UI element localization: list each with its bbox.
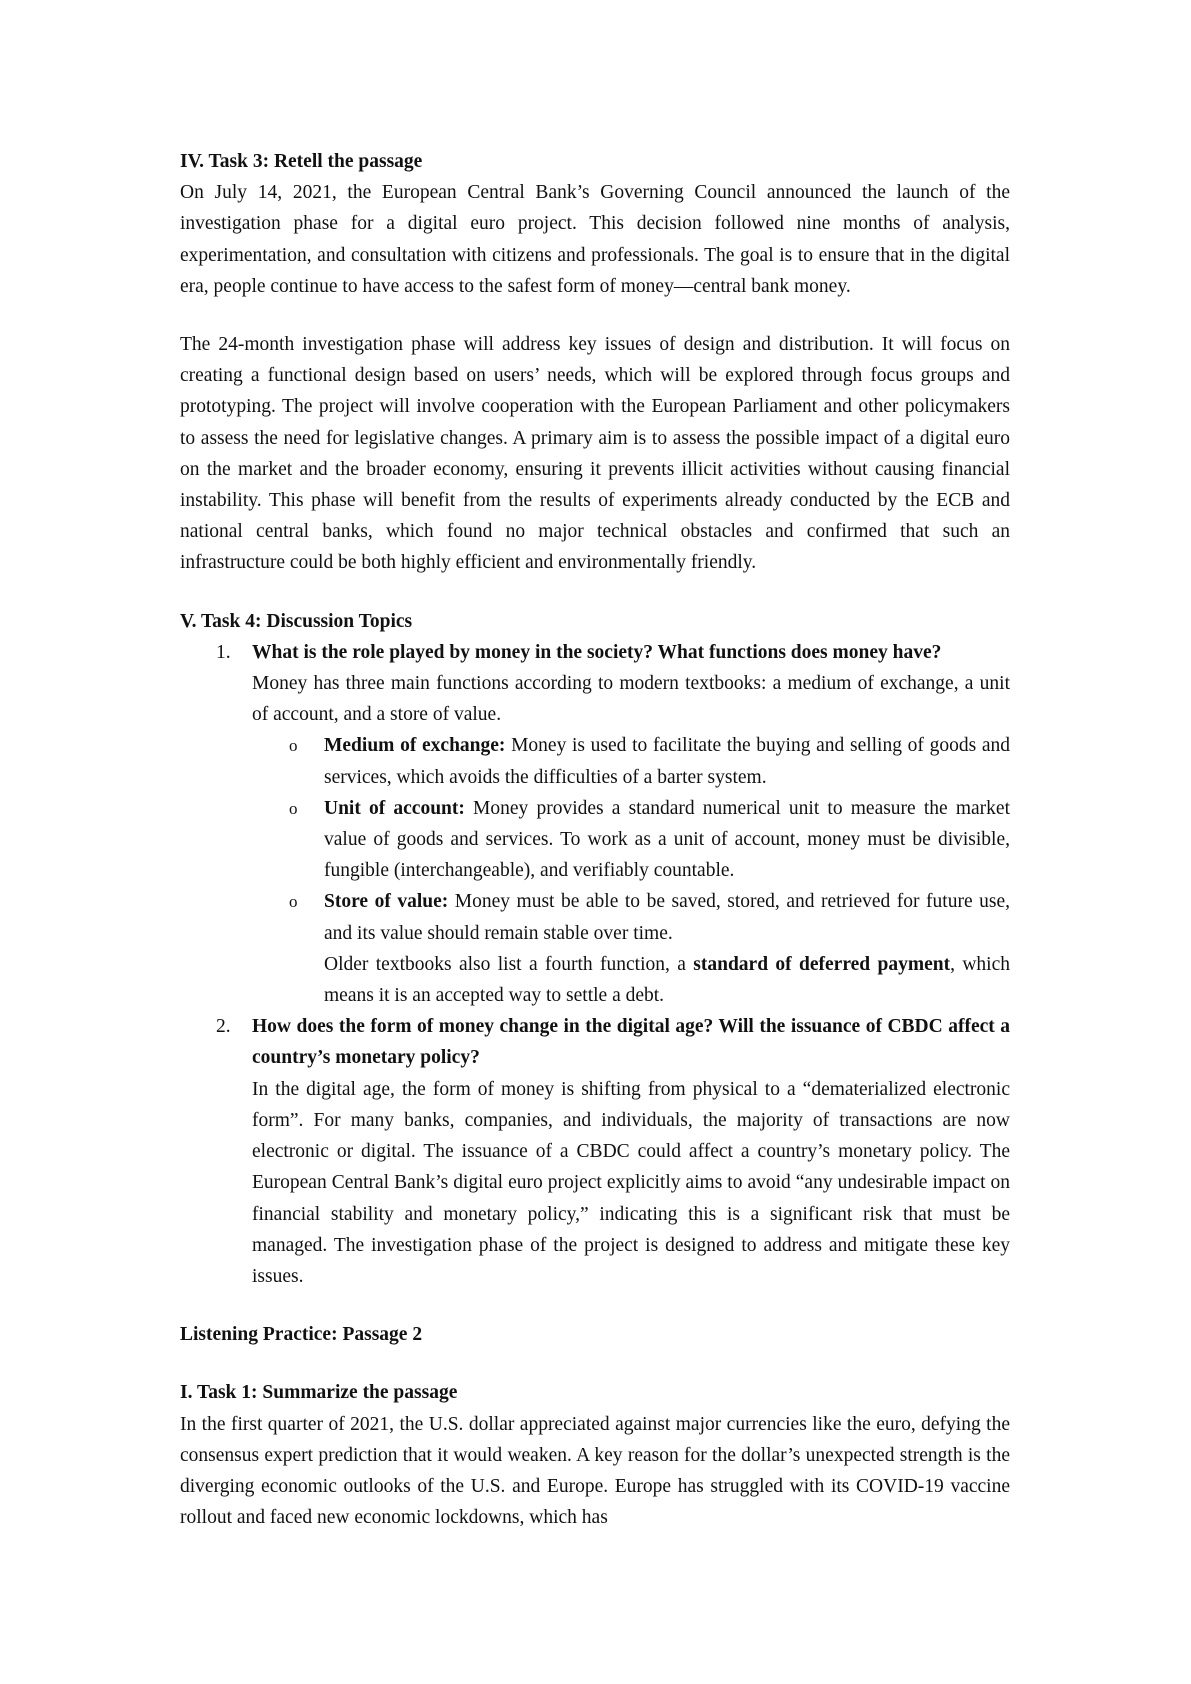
sub-item-text: Money provides a standard numerical unit to measure the market value of goods and services. To work as a unit of account, money must be divisible, fungible (interchangeable), and verifiably countable. bbox=[324, 797, 1010, 882]
task3-heading: IV. Task 3: Retell the passage bbox=[180, 151, 423, 172]
sub-item-store-of-value bbox=[252, 886, 1010, 948]
task3-paragraph-1: On July 14, 2021, the European Central Bank’s Governing Council announced the launch of the investigation phase for a digital euro project. This decision followed nine months of analysis, experimentation, and consultation with citizens and professionals. The goal is to ensure that in the digital era, people continue to have access to the safest form of money—central bank money. bbox=[180, 182, 1010, 297]
task4-heading: V. Task 4: Discussion Topics bbox=[180, 610, 413, 632]
discussion-answer: Money has three main functions according to modern textbooks: a medium of exchange, a unit of account, and a store of value. bbox=[252, 673, 1010, 726]
deferred-payment-term: standard of deferred payment bbox=[693, 953, 951, 975]
sub-item-medium-of-exchange bbox=[252, 730, 1010, 792]
bullet-icon: o bbox=[289, 892, 298, 912]
discussion-answer: In the digital age, the form of money is shifting from physical to a “dematerialized electronic form”. For many banks, companies, and individuals, the majority of transactions are now electronic or digital. The issuance of a CBDC could affect a country’s monetary policy. The European Central Bank’s digital euro project explicitly aims to avoid “any undesirable impact on financial stability and monetary policy,” indicating this is a significant risk that must be managed. The investigation phase of the project is designed to address and mitigate these key issues. bbox=[252, 1078, 1010, 1287]
passage2-heading: Listening Practice: Passage 2 bbox=[180, 1324, 423, 1346]
bullet-icon: o bbox=[289, 798, 298, 818]
sub-item-term: Medium of exchange: bbox=[324, 735, 506, 757]
passage2-task1-paragraph: In the first quarter of 2021, the U.S. dollar appreciated against major currencies like the euro, defying the consensus expert prediction that it would weaken. A key reason for the dollar’s unexpected strength is the diverging economic outlooks of the U.S. and Europe. Europe has struggled with its COVID-19 vaccine rollout and faced new economic lockdowns, which has bbox=[180, 1413, 1010, 1529]
bullet-icon: o bbox=[289, 736, 298, 756]
task3-paragraph-2: The 24-month investigation phase will address key issues of design and distribution. It will focus on creating a functional design based on users’ needs, which will be explored through focus groups and prototyping. The project will involve cooperation with the European Parliament and other policymakers to assess the need for legislative changes. A primary aim is to assess the possible impact of a digital euro on the market and the broader economy, ensuring it prevents illicit activities without causing financial instability. This phase will benefit from the results of experiments already conducted by the ECB and national central banks, which found no major technical obstacles and confirmed that such an infrastructure could be both highly efficient and environmentally friendly. bbox=[180, 334, 1010, 574]
discussion-question: What is the role played by money in the society? What functions does money have? bbox=[252, 641, 942, 663]
sub-item-unit-of-account bbox=[252, 793, 1010, 887]
item-number: 2. bbox=[216, 1016, 231, 1038]
item-number: 1. bbox=[216, 641, 231, 663]
sub-item-text: Money must be able to be saved, stored, and retrieved for future use, and its value should remain stable over time. bbox=[324, 891, 1011, 944]
discussion-question: How does the form of money change in the digital age? Will the issuance of CBDC affect a country’s monetary policy? bbox=[252, 1016, 1010, 1069]
document-page bbox=[180, 146, 1010, 1533]
discussion-item-1 bbox=[180, 637, 1010, 1011]
passage2-task1-heading: I. Task 1: Summarize the passage bbox=[180, 1382, 458, 1404]
sub-item-term: Store of value: bbox=[324, 891, 449, 913]
sub-item-text: Money is used to facilitate the buying and selling of goods and services, which avoids the difficulties of a barter system. bbox=[324, 735, 1010, 788]
sub-item-term: Unit of account: bbox=[324, 797, 465, 819]
fourth-function-note: Older textbooks also list a fourth function, a standard of deferred payment, which means it is an accepted way to settle a debt. bbox=[324, 953, 1010, 1007]
discussion-item-2 bbox=[180, 1011, 1010, 1292]
